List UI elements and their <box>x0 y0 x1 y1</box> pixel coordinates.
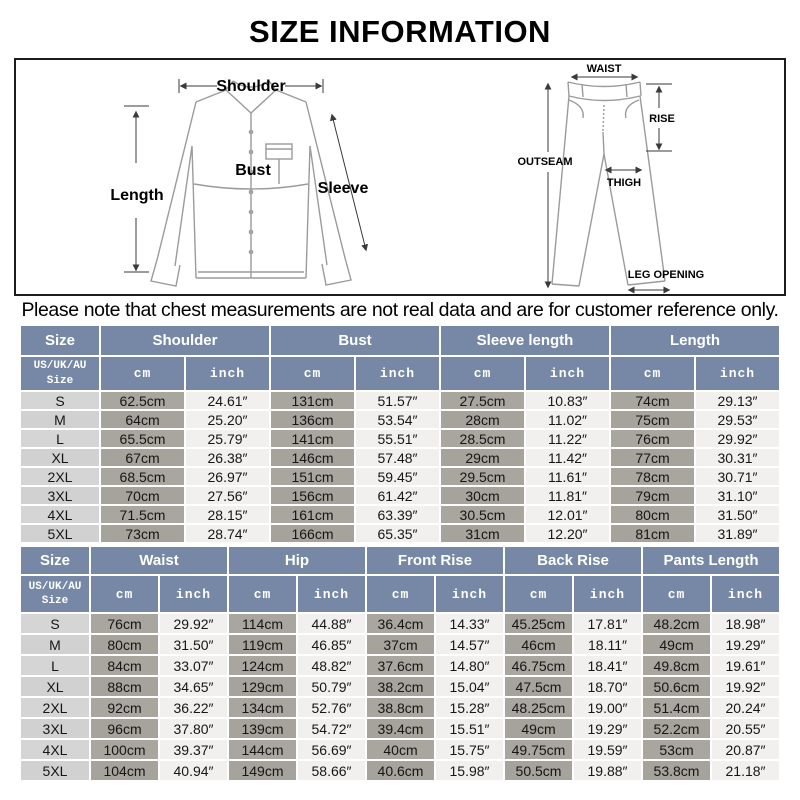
size-subheader: US/UK/AU Size <box>21 576 89 612</box>
page-title: SIZE INFORMATION <box>249 14 551 49</box>
cm-value-cell: 51.4cm <box>643 698 710 717</box>
inch-value-cell: 19.59″ <box>574 740 641 759</box>
inch-value-cell: 31.89″ <box>696 525 779 542</box>
cm-value-cell: 70cm <box>101 487 184 504</box>
inch-value-cell: 21.18″ <box>712 761 779 780</box>
sleeve-label: Sleeve <box>317 180 369 198</box>
cm-value-cell: 49cm <box>505 719 572 738</box>
cm-value-cell: 73cm <box>101 525 184 542</box>
cm-value-cell: 40cm <box>367 740 434 759</box>
inch-value-cell: 31.50″ <box>160 635 227 654</box>
inch-value-cell: 11.81″ <box>526 487 609 504</box>
cm-value-cell: 119cm <box>229 635 296 654</box>
cm-value-cell: 30.5cm <box>441 506 524 523</box>
cm-value-cell: 114cm <box>229 614 296 633</box>
table-row <box>21 719 779 738</box>
inch-value-cell: 51.57″ <box>356 392 439 409</box>
inch-value-cell: 57.48″ <box>356 449 439 466</box>
inch-value-cell: 11.22″ <box>526 430 609 447</box>
cm-value-cell: 29.5cm <box>441 468 524 485</box>
inch-value-cell: 29.92″ <box>696 430 779 447</box>
size-cell: 2XL <box>21 468 99 485</box>
inch-value-cell: 39.37″ <box>160 740 227 759</box>
inch-value-cell: 19.61″ <box>712 656 779 675</box>
inch-value-cell: 14.33″ <box>436 614 503 633</box>
unit-header-row <box>21 357 779 390</box>
measurement-diagram-box <box>14 58 786 296</box>
inch-value-cell: 18.41″ <box>574 656 641 675</box>
inch-value-cell: 48.82″ <box>298 656 365 675</box>
group-header-sleeve-length: Sleeve length <box>441 326 609 355</box>
table-row <box>21 740 779 759</box>
size-cell: 4XL <box>21 740 89 759</box>
rise-label: RISE <box>649 113 675 126</box>
cm-value-cell: 28.5cm <box>441 430 524 447</box>
inch-value-cell: 19.92″ <box>712 677 779 696</box>
table-row <box>21 698 779 717</box>
inch-value-cell: 26.97″ <box>186 468 269 485</box>
inch-value-cell: 15.98″ <box>436 761 503 780</box>
cm-value-cell: 88cm <box>91 677 158 696</box>
group-header-row <box>21 547 779 574</box>
size-column-header: Size <box>21 547 89 574</box>
group-header-back-rise: Back Rise <box>505 547 641 574</box>
inch-value-cell: 17.81″ <box>574 614 641 633</box>
size-cell: 3XL <box>21 719 89 738</box>
cm-value-cell: 39.4cm <box>367 719 434 738</box>
inch-value-cell: 28.74″ <box>186 525 269 542</box>
group-header-hip: Hip <box>229 547 365 574</box>
inch-unit-header: inch <box>160 576 227 612</box>
tops-size-table <box>19 324 781 544</box>
unit-header-row <box>21 576 779 612</box>
cm-value-cell: 36.4cm <box>367 614 434 633</box>
inch-unit-header: inch <box>186 357 269 390</box>
inch-value-cell: 24.61″ <box>186 392 269 409</box>
thigh-label: THIGH <box>606 177 642 190</box>
size-cell: M <box>21 411 99 428</box>
cm-value-cell: 80cm <box>91 635 158 654</box>
group-header-bust: Bust <box>271 326 439 355</box>
cm-value-cell: 131cm <box>271 392 354 409</box>
inch-unit-header: inch <box>712 576 779 612</box>
inch-value-cell: 30.31″ <box>696 449 779 466</box>
cm-value-cell: 68.5cm <box>101 468 184 485</box>
inch-value-cell: 29.53″ <box>696 411 779 428</box>
cm-value-cell: 50.5cm <box>505 761 572 780</box>
cm-value-cell: 53.8cm <box>643 761 710 780</box>
group-header-shoulder: Shoulder <box>101 326 269 355</box>
cm-value-cell: 49.75cm <box>505 740 572 759</box>
inch-value-cell: 58.66″ <box>298 761 365 780</box>
table-row <box>21 468 779 485</box>
inch-value-cell: 56.69″ <box>298 740 365 759</box>
inch-value-cell: 15.75″ <box>436 740 503 759</box>
inch-value-cell: 15.04″ <box>436 677 503 696</box>
cm-value-cell: 46.75cm <box>505 656 572 675</box>
inch-value-cell: 14.57″ <box>436 635 503 654</box>
cm-value-cell: 65.5cm <box>101 430 184 447</box>
inch-unit-header: inch <box>298 576 365 612</box>
cm-value-cell: 28cm <box>441 411 524 428</box>
cm-value-cell: 75cm <box>611 411 694 428</box>
waist-label: WAIST <box>586 63 622 76</box>
size-cell: S <box>21 392 99 409</box>
cm-value-cell: 38.8cm <box>367 698 434 717</box>
cm-value-cell: 31cm <box>441 525 524 542</box>
table-row <box>21 487 779 504</box>
cm-value-cell: 144cm <box>229 740 296 759</box>
cm-value-cell: 45.25cm <box>505 614 572 633</box>
inch-value-cell: 19.00″ <box>574 698 641 717</box>
inch-value-cell: 12.20″ <box>526 525 609 542</box>
inch-value-cell: 18.11″ <box>574 635 641 654</box>
inch-value-cell: 11.02″ <box>526 411 609 428</box>
cm-unit-header: cm <box>441 357 524 390</box>
cm-unit-header: cm <box>643 576 710 612</box>
inch-value-cell: 20.87″ <box>712 740 779 759</box>
group-header-pants-length: Pants Length <box>643 547 779 574</box>
tables-container <box>0 324 800 782</box>
cm-value-cell: 151cm <box>271 468 354 485</box>
cm-value-cell: 80cm <box>611 506 694 523</box>
inch-value-cell: 25.79″ <box>186 430 269 447</box>
table-row <box>21 411 779 428</box>
cm-value-cell: 71.5cm <box>101 506 184 523</box>
inch-value-cell: 40.94″ <box>160 761 227 780</box>
inch-value-cell: 19.29″ <box>712 635 779 654</box>
cm-unit-header: cm <box>271 357 354 390</box>
size-cell: M <box>21 635 89 654</box>
cm-value-cell: 50.6cm <box>643 677 710 696</box>
cm-unit-header: cm <box>101 357 184 390</box>
cm-value-cell: 100cm <box>91 740 158 759</box>
inch-value-cell: 63.39″ <box>356 506 439 523</box>
cm-value-cell: 134cm <box>229 698 296 717</box>
cm-value-cell: 53cm <box>643 740 710 759</box>
cm-value-cell: 156cm <box>271 487 354 504</box>
cm-value-cell: 64cm <box>101 411 184 428</box>
cm-value-cell: 74cm <box>611 392 694 409</box>
outseam-label: OUTSEAM <box>517 156 573 169</box>
table-row <box>21 525 779 542</box>
inch-value-cell: 10.83″ <box>526 392 609 409</box>
size-column-header: Size <box>21 326 99 355</box>
inch-value-cell: 15.51″ <box>436 719 503 738</box>
inch-value-cell: 30.71″ <box>696 468 779 485</box>
cm-value-cell: 62.5cm <box>101 392 184 409</box>
size-cell: 5XL <box>21 525 99 542</box>
cm-value-cell: 78cm <box>611 468 694 485</box>
inch-value-cell: 19.29″ <box>574 719 641 738</box>
inch-value-cell: 31.50″ <box>696 506 779 523</box>
inch-value-cell: 34.65″ <box>160 677 227 696</box>
table-row <box>21 614 779 633</box>
cm-value-cell: 81cm <box>611 525 694 542</box>
inch-unit-header: inch <box>436 576 503 612</box>
inch-value-cell: 11.42″ <box>526 449 609 466</box>
group-header-front-rise: Front Rise <box>367 547 503 574</box>
inch-value-cell: 25.20″ <box>186 411 269 428</box>
size-cell: XL <box>21 677 89 696</box>
cm-value-cell: 146cm <box>271 449 354 466</box>
size-cell: 2XL <box>21 698 89 717</box>
inch-value-cell: 28.15″ <box>186 506 269 523</box>
inch-value-cell: 20.24″ <box>712 698 779 717</box>
inch-value-cell: 11.61″ <box>526 468 609 485</box>
inch-value-cell: 61.42″ <box>356 487 439 504</box>
inch-value-cell: 50.79″ <box>298 677 365 696</box>
table-row <box>21 656 779 675</box>
inch-value-cell: 26.38″ <box>186 449 269 466</box>
cm-value-cell: 77cm <box>611 449 694 466</box>
cm-value-cell: 46cm <box>505 635 572 654</box>
inch-value-cell: 20.55″ <box>712 719 779 738</box>
group-header-row <box>21 326 779 355</box>
cm-value-cell: 92cm <box>91 698 158 717</box>
group-header-length: Length <box>611 326 779 355</box>
cm-value-cell: 149cm <box>229 761 296 780</box>
cm-value-cell: 104cm <box>91 761 158 780</box>
table-row <box>21 635 779 654</box>
inch-value-cell: 65.35″ <box>356 525 439 542</box>
cm-unit-header: cm <box>505 576 572 612</box>
cm-value-cell: 139cm <box>229 719 296 738</box>
size-cell: 5XL <box>21 761 89 780</box>
inch-value-cell: 44.88″ <box>298 614 365 633</box>
cm-value-cell: 161cm <box>271 506 354 523</box>
inch-value-cell: 31.10″ <box>696 487 779 504</box>
cm-value-cell: 48.2cm <box>643 614 710 633</box>
inch-value-cell: 18.70″ <box>574 677 641 696</box>
cm-unit-header: cm <box>91 576 158 612</box>
cm-unit-header: cm <box>229 576 296 612</box>
table-row <box>21 506 779 523</box>
inch-value-cell: 46.85″ <box>298 635 365 654</box>
shoulder-label: Shoulder <box>216 78 286 96</box>
size-cell: L <box>21 656 89 675</box>
inch-value-cell: 29.13″ <box>696 392 779 409</box>
inch-value-cell: 19.88″ <box>574 761 641 780</box>
length-label: Length <box>110 187 164 205</box>
cm-value-cell: 136cm <box>271 411 354 428</box>
bust-label: Bust <box>235 162 271 180</box>
table-row <box>21 449 779 466</box>
table-row <box>21 677 779 696</box>
measurement-diagram <box>16 60 784 294</box>
cm-value-cell: 166cm <box>271 525 354 542</box>
cm-value-cell: 49.8cm <box>643 656 710 675</box>
leg-opening-label: LEG OPENING <box>627 269 705 282</box>
inch-value-cell: 59.45″ <box>356 468 439 485</box>
cm-value-cell: 141cm <box>271 430 354 447</box>
inch-value-cell: 33.07″ <box>160 656 227 675</box>
inch-value-cell: 55.51″ <box>356 430 439 447</box>
size-cell: XL <box>21 449 99 466</box>
cm-value-cell: 124cm <box>229 656 296 675</box>
cm-value-cell: 84cm <box>91 656 158 675</box>
cm-value-cell: 37cm <box>367 635 434 654</box>
inch-value-cell: 36.22″ <box>160 698 227 717</box>
cm-value-cell: 47.5cm <box>505 677 572 696</box>
cm-value-cell: 37.6cm <box>367 656 434 675</box>
size-subheader: US/UK/AU Size <box>21 357 99 390</box>
cm-value-cell: 67cm <box>101 449 184 466</box>
inch-value-cell: 52.76″ <box>298 698 365 717</box>
cm-value-cell: 96cm <box>91 719 158 738</box>
cm-value-cell: 79cm <box>611 487 694 504</box>
cm-value-cell: 52.2cm <box>643 719 710 738</box>
inch-value-cell: 12.01″ <box>526 506 609 523</box>
cm-unit-header: cm <box>611 357 694 390</box>
inch-unit-header: inch <box>574 576 641 612</box>
table-row <box>21 430 779 447</box>
size-cell: 4XL <box>21 506 99 523</box>
inch-value-cell: 15.28″ <box>436 698 503 717</box>
inch-value-cell: 54.72″ <box>298 719 365 738</box>
inch-value-cell: 18.98″ <box>712 614 779 633</box>
table-row <box>21 761 779 780</box>
cm-unit-header: cm <box>367 576 434 612</box>
cm-value-cell: 30cm <box>441 487 524 504</box>
cm-value-cell: 76cm <box>611 430 694 447</box>
pants-size-table <box>19 545 781 782</box>
inch-unit-header: inch <box>526 357 609 390</box>
cm-value-cell: 38.2cm <box>367 677 434 696</box>
inch-unit-header: inch <box>356 357 439 390</box>
reference-note: Please note that chest measurements are not real data and are for customer reference only. <box>21 299 779 322</box>
inch-value-cell: 53.54″ <box>356 411 439 428</box>
size-cell: S <box>21 614 89 633</box>
inch-value-cell: 29.92″ <box>160 614 227 633</box>
cm-value-cell: 129cm <box>229 677 296 696</box>
inch-value-cell: 37.80″ <box>160 719 227 738</box>
cm-value-cell: 76cm <box>91 614 158 633</box>
group-header-waist: Waist <box>91 547 227 574</box>
cm-value-cell: 40.6cm <box>367 761 434 780</box>
size-cell: L <box>21 430 99 447</box>
cm-value-cell: 49cm <box>643 635 710 654</box>
cm-value-cell: 29cm <box>441 449 524 466</box>
cm-value-cell: 48.25cm <box>505 698 572 717</box>
inch-value-cell: 14.80″ <box>436 656 503 675</box>
inch-unit-header: inch <box>696 357 779 390</box>
inch-value-cell: 27.56″ <box>186 487 269 504</box>
cm-value-cell: 27.5cm <box>441 392 524 409</box>
table-row <box>21 392 779 409</box>
size-cell: 3XL <box>21 487 99 504</box>
